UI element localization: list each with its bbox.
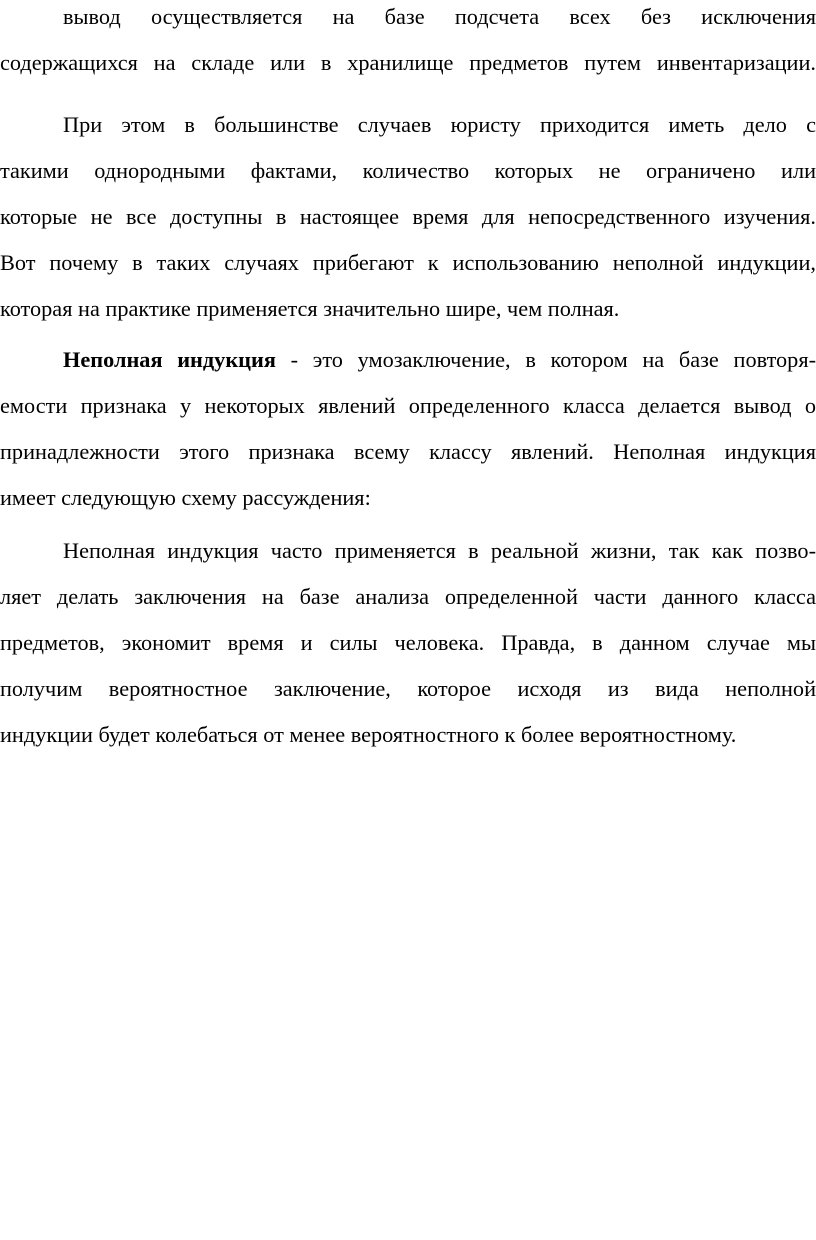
paragraph-3-line-3: принадлежности этого признака всему классу явлений. Неполная индукция [0, 439, 816, 464]
paragraph-3-line-1-text: - это умозаключение, в котором на базе повторя- [275, 347, 816, 372]
paragraph-4 [0, 528, 816, 758]
paragraph-1-line-2: содержащихся на складе или в хранилище предметов путем инвентаризации. [0, 50, 816, 75]
paragraph-2-line-2: такими однородными фактами, количество которых не ограничено или [0, 158, 816, 183]
paragraph-4-line-3: предметов, экономит время и силы человека. Правда, в данном случае мы [0, 630, 816, 655]
paragraph-3-line-2: емости признака у некоторых явлений определенного класса делается вывод о [0, 393, 816, 418]
paragraph-3 [0, 337, 816, 521]
term-incomplete-induction: Неполная индукция [63, 347, 276, 372]
paragraph-2-line-3: которые не все доступны в настоящее время для непосредственного изучения. [0, 204, 816, 229]
paragraph-2-line-1: При этом в большинстве случаев юристу приходится иметь дело с [63, 112, 816, 137]
paragraph-2-line-4: Вот почему в таких случаях прибегают к использованию неполной индукции, [0, 250, 816, 275]
paragraph-4-line-2: ляет делать заключения на базе анализа определенной части данного класса [0, 584, 816, 609]
paragraph-4-line-5: индукции будет колебаться от менее вероятностного к более вероятностному. [0, 722, 737, 747]
paragraph-3-line-1 [0, 337, 816, 383]
paragraph-4-line-1: Неполная индукция часто применяется в реальной жизни, так как позво- [63, 538, 816, 563]
paragraph-2-line-5: которая на практике применяется значительно шире, чем полная. [0, 296, 620, 321]
paragraph-1-line-1: вывод осуществляется на базе подсчета всех без исключения [63, 4, 816, 29]
paragraph-1 [0, 0, 816, 86]
paragraph-2 [0, 102, 816, 332]
paragraph-3-line-4: имеет следующую схему рассуждения: [0, 485, 371, 510]
paragraph-4-line-4: получим вероятностное заключение, которое исходя из вида неполной [0, 676, 816, 701]
